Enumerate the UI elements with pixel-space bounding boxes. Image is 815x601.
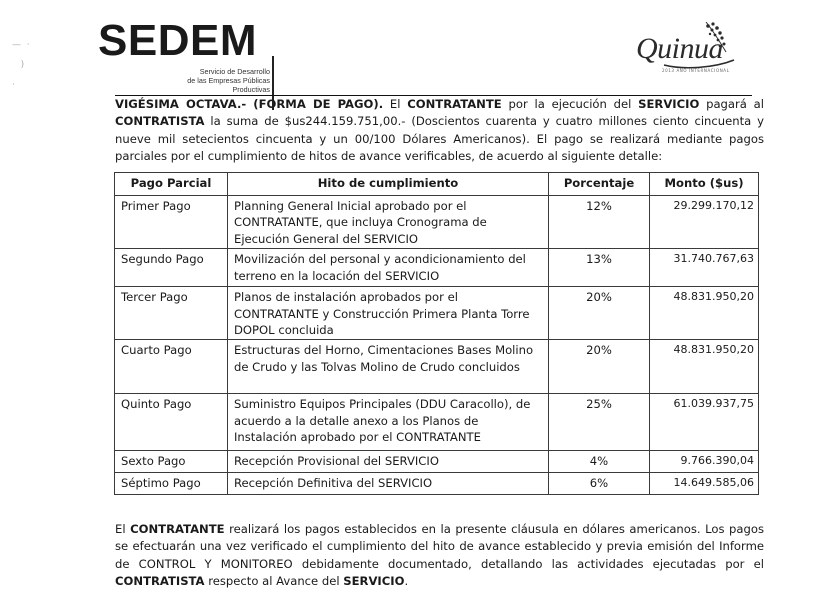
text-run: realizará los pagos establecidos en la presente cláusula en dólares americanos. Los pagos se efectuarán una vez verificado el cumplimiento del hito de avance establecido y previa emisión del Informe de CONTROL Y MONITOREO debidamente documentado, detallando las actividades ejecutadas por el: [115, 522, 765, 571]
term-servicio: SERVICIO: [638, 97, 700, 111]
header-monto: Monto ($us): [650, 173, 759, 196]
clause-paragraph: [115, 96, 764, 166]
term-contratista: CONTRATISTA: [115, 574, 205, 589]
sedem-subtitle-line: Servicio de Desarrollo: [199, 67, 270, 76]
cell-percent: 13%: [549, 249, 650, 287]
cell-milestone: Suministro Equipos Principales (DDU Caracollo), de acuerdo a la detalle anexo a los Planos de Instalación aprobado por el CONTRATANTE: [228, 394, 549, 451]
text-run: pagará al: [706, 97, 764, 111]
cell-payment: Primer Pago: [115, 196, 228, 249]
cell-milestone: Planning General Inicial aprobado por el CONTRATANTE, que incluya Cronograma de Ejecución General del SERVICIO: [228, 196, 549, 249]
cell-amount: 61.039.937,75: [650, 394, 759, 451]
payment-schedule-table: [114, 172, 759, 495]
sedem-subtitle: [170, 67, 270, 95]
cell-milestone: Recepción Provisional del SERVICIO: [228, 451, 549, 473]
quinua-tagline: 2013 AÑO INTERNACIONAL: [662, 68, 730, 73]
cell-amount: 9.766.390,04: [650, 451, 759, 473]
table-row: [115, 451, 759, 473]
cell-percent: 25%: [549, 394, 650, 451]
quinua-wordmark: Quinua: [636, 32, 723, 65]
table-row: [115, 394, 759, 451]
sedem-subtitle-line: de las Empresas Públicas: [187, 76, 270, 86]
sedem-wordmark: SEDEM: [98, 16, 257, 65]
cell-payment: Sexto Pago: [115, 451, 228, 473]
table-row: [115, 340, 759, 394]
term-contratante: CONTRATANTE: [130, 522, 225, 536]
cell-amount: 48.831.950,20: [650, 340, 759, 394]
cell-payment: Quinto Pago: [115, 394, 228, 451]
cell-payment: Cuarto Pago: [115, 340, 228, 394]
quinua-logo: [634, 18, 744, 80]
table-row: [115, 473, 759, 495]
scan-margin-marks: — · ) ·: [12, 40, 30, 90]
cell-percent: 20%: [549, 287, 650, 340]
term-contratista: CONTRATISTA: [115, 114, 205, 129]
sedem-logo: [98, 16, 288, 95]
cell-payment: Segundo Pago: [115, 249, 228, 287]
cell-amount: 48.831.950,20: [650, 287, 759, 340]
cell-percent: 20%: [549, 340, 650, 394]
cell-milestone: Planos de instalación aprobados por el CONTRATANTE y Construcción Primera Planta Torre DOPOL concluida: [228, 287, 549, 340]
cell-milestone: Recepción Definitiva del SERVICIO: [228, 473, 549, 495]
closing-paragraph: [115, 521, 764, 591]
cell-amount: 29.299.170,12: [650, 196, 759, 249]
text-run: El: [389, 97, 401, 111]
text-run: por la ejecución del: [508, 97, 632, 111]
text-run: respecto al Avance del: [208, 574, 340, 589]
table-row: [115, 196, 759, 249]
cell-amount: 31.740.767,63: [650, 249, 759, 287]
cell-percent: 6%: [549, 473, 650, 495]
header-hito: Hito de cumplimiento: [228, 173, 549, 196]
cell-percent: 12%: [549, 196, 650, 249]
cell-percent: 4%: [549, 451, 650, 473]
sedem-subtitle-line: Productivas: [232, 85, 270, 95]
cell-milestone: Estructuras del Horno, Cimentaciones Bases Molino de Crudo y las Tolvas Molino de Crudo concluidos: [228, 340, 549, 394]
cell-payment: Séptimo Pago: [115, 473, 228, 495]
text-run: .: [404, 574, 409, 589]
header-pago-parcial: Pago Parcial: [115, 173, 228, 196]
table-row: [115, 249, 759, 287]
cell-payment: Tercer Pago: [115, 287, 228, 340]
cell-amount: 14.649.585,06: [650, 473, 759, 495]
clause-heading: VIGÉSIMA OCTAVA.- (FORMA DE PAGO).: [115, 97, 384, 111]
text-run: la suma de $us244.159.751,00.- (Doscientos cuarenta y cuatro millones ciento cincuenta y nueve mil setecientos cincuenta y un 00/100 Dólares Americanos). El pago se realizará mediante pagos parciales por el cumplimiento de hitos de avance verificables, de acuerdo al siguiente detalle:: [115, 114, 764, 164]
term-servicio: SERVICIO: [343, 574, 405, 589]
text-run: El: [115, 522, 126, 536]
table-header-row: [115, 173, 759, 196]
term-contratante: CONTRATANTE: [407, 97, 502, 111]
cell-milestone: Movilización del personal y acondicionamiento del terreno en la locación del SERVICIO: [228, 249, 549, 287]
table-row: [115, 287, 759, 340]
header-porcentaje: Porcentaje: [549, 173, 650, 196]
